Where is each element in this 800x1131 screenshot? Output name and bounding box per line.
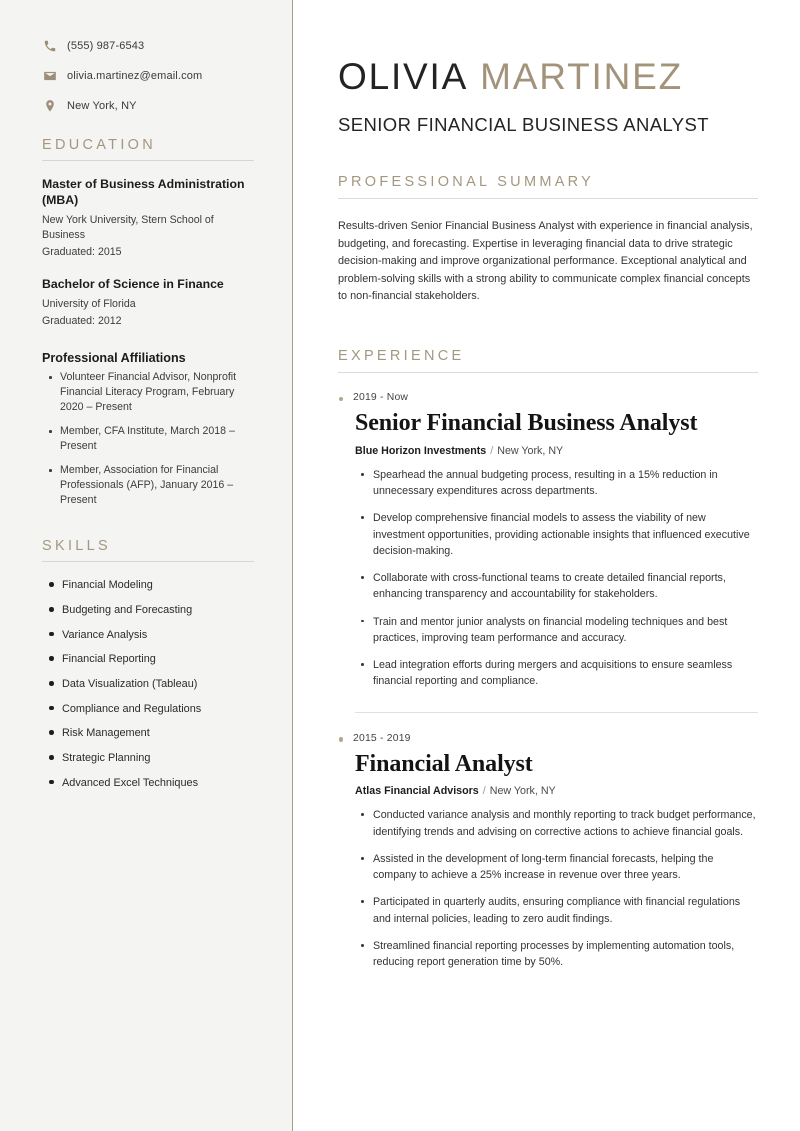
experience-divider bbox=[355, 712, 758, 713]
education-degree: Bachelor of Science in Finance bbox=[42, 276, 224, 291]
first-name: OLIVIA bbox=[338, 56, 469, 97]
list-item: Advanced Excel Techniques bbox=[62, 776, 254, 790]
list-item: Risk Management bbox=[62, 726, 254, 740]
sidebar bbox=[0, 0, 293, 1131]
list-item: Train and mentor junior analysts on financial modeling techniques and best practices, improving team performance and accuracy. bbox=[373, 614, 758, 647]
list-item: Lead integration efforts during mergers and acquisitions to ensure seamless financial reporting and compliance. bbox=[373, 657, 758, 690]
experience-entry bbox=[338, 733, 758, 971]
experience-bullets bbox=[355, 467, 758, 690]
education-entry bbox=[42, 277, 254, 329]
education-rule bbox=[42, 160, 254, 161]
list-item: Develop comprehensive financial models to assess the viability of new investment opportunities, providing actionable insights that influenced executive decision-making. bbox=[373, 510, 758, 559]
list-item: Spearhead the annual budgeting process, resulting in a 15% reduction in unnecessary expenditures across departments. bbox=[373, 467, 758, 500]
education-graduated: Graduated: 2015 bbox=[42, 246, 122, 259]
list-item: Participated in quarterly audits, ensuring compliance with financial regulations and internal policies, leading to zero audit findings. bbox=[373, 894, 758, 927]
main-content bbox=[293, 0, 800, 1131]
list-item: Member, Association for Financial Professionals (AFP), January 2016 – Present bbox=[60, 463, 254, 508]
experience-heading: EXPERIENCE bbox=[338, 348, 465, 365]
summary-text: Results-driven Senior Financial Business Analyst with experience in financial analysis, budgeting, and forecasting. Expertise in leveraging financial data to drive strategic decision-making and improve organizational performance. Exceptional analytical and problem-solving skills with a strong ability to communicate complex financial concepts to non-financial stakeholders. bbox=[338, 219, 753, 303]
education-entry bbox=[42, 177, 254, 260]
email-icon bbox=[42, 68, 57, 83]
list-item: Compliance and Regulations bbox=[62, 702, 254, 716]
list-item: Assisted in the development of long-term financial forecasts, helping the company to achieve a 25% increase in revenue over three years. bbox=[373, 851, 758, 884]
affiliations-title: Professional Affiliations bbox=[42, 351, 186, 365]
contact-email bbox=[42, 68, 254, 83]
list-item: Data Visualization (Tableau) bbox=[62, 677, 254, 691]
summary-heading: PROFESSIONAL SUMMARY bbox=[338, 173, 595, 190]
skills-rule bbox=[42, 561, 254, 562]
list-item: Financial Reporting bbox=[62, 652, 254, 666]
location-text: New York, NY bbox=[67, 99, 137, 112]
experience-location: New York, NY bbox=[489, 785, 556, 798]
experience-date: 2019 - Now bbox=[338, 392, 758, 403]
contact-list bbox=[42, 38, 254, 113]
page-title bbox=[338, 58, 758, 97]
experience-company-line bbox=[355, 785, 758, 797]
list-item: Streamlined financial reporting processes by implementing automation tools, reducing report generation time by 50%. bbox=[373, 938, 758, 971]
phone-text: (555) 987-6543 bbox=[67, 39, 145, 52]
list-item: Financial Modeling bbox=[62, 578, 254, 592]
education-graduated: Graduated: 2012 bbox=[42, 315, 122, 328]
experience-separator: / bbox=[490, 444, 494, 457]
experience-rule bbox=[338, 372, 758, 373]
list-item: Variance Analysis bbox=[62, 628, 254, 642]
experience-title: Senior Financial Business Analyst bbox=[355, 410, 698, 437]
affiliations-list bbox=[42, 370, 254, 508]
education-school: University of Florida bbox=[42, 297, 136, 310]
skills-heading: SKILLS bbox=[42, 538, 111, 555]
list-item: Volunteer Financial Advisor, Nonprofit Financial Literacy Program, February 2020 – Present bbox=[60, 370, 254, 415]
list-item: Member, CFA Institute, March 2018 – Present bbox=[60, 424, 254, 454]
list-item: Collaborate with cross-functional teams to create detailed financial reports, enhancing transparency and accountability for stakeholders. bbox=[373, 570, 758, 603]
email-text: olivia.martinez@email.com bbox=[67, 69, 203, 82]
experience-company: Atlas Financial Advisors bbox=[355, 785, 479, 798]
experience-company: Blue Horizon Investments bbox=[355, 444, 487, 457]
experience-date: 2015 - 2019 bbox=[338, 733, 758, 744]
education-heading: EDUCATION bbox=[42, 137, 157, 153]
job-headline: SENIOR FINANCIAL BUSINESS ANALYST bbox=[338, 113, 709, 135]
education-degree: Master of Business Administration (MBA) bbox=[42, 177, 245, 207]
experience-location: New York, NY bbox=[497, 444, 564, 457]
last-name: MARTINEZ bbox=[480, 56, 684, 97]
list-item: Conducted variance analysis and monthly reporting to track budget performance, identifying trends and advising on corrective actions to achieve financial goals. bbox=[373, 807, 758, 840]
list-item: Budgeting and Forecasting bbox=[62, 603, 254, 617]
skills-section bbox=[42, 538, 254, 790]
education-school: New York University, Stern School of Business bbox=[42, 213, 214, 241]
contact-phone bbox=[42, 38, 254, 53]
location-pin-icon bbox=[42, 98, 57, 113]
summary-rule bbox=[338, 198, 758, 199]
experience-title: Financial Analyst bbox=[355, 750, 533, 777]
experience-entry bbox=[338, 392, 758, 690]
phone-icon bbox=[42, 38, 57, 53]
contact-location bbox=[42, 98, 254, 113]
experience-separator: / bbox=[482, 785, 486, 798]
skills-list bbox=[42, 578, 254, 790]
experience-bullets bbox=[355, 807, 758, 970]
experience-company-line bbox=[355, 445, 758, 457]
list-item: Strategic Planning bbox=[62, 751, 254, 765]
